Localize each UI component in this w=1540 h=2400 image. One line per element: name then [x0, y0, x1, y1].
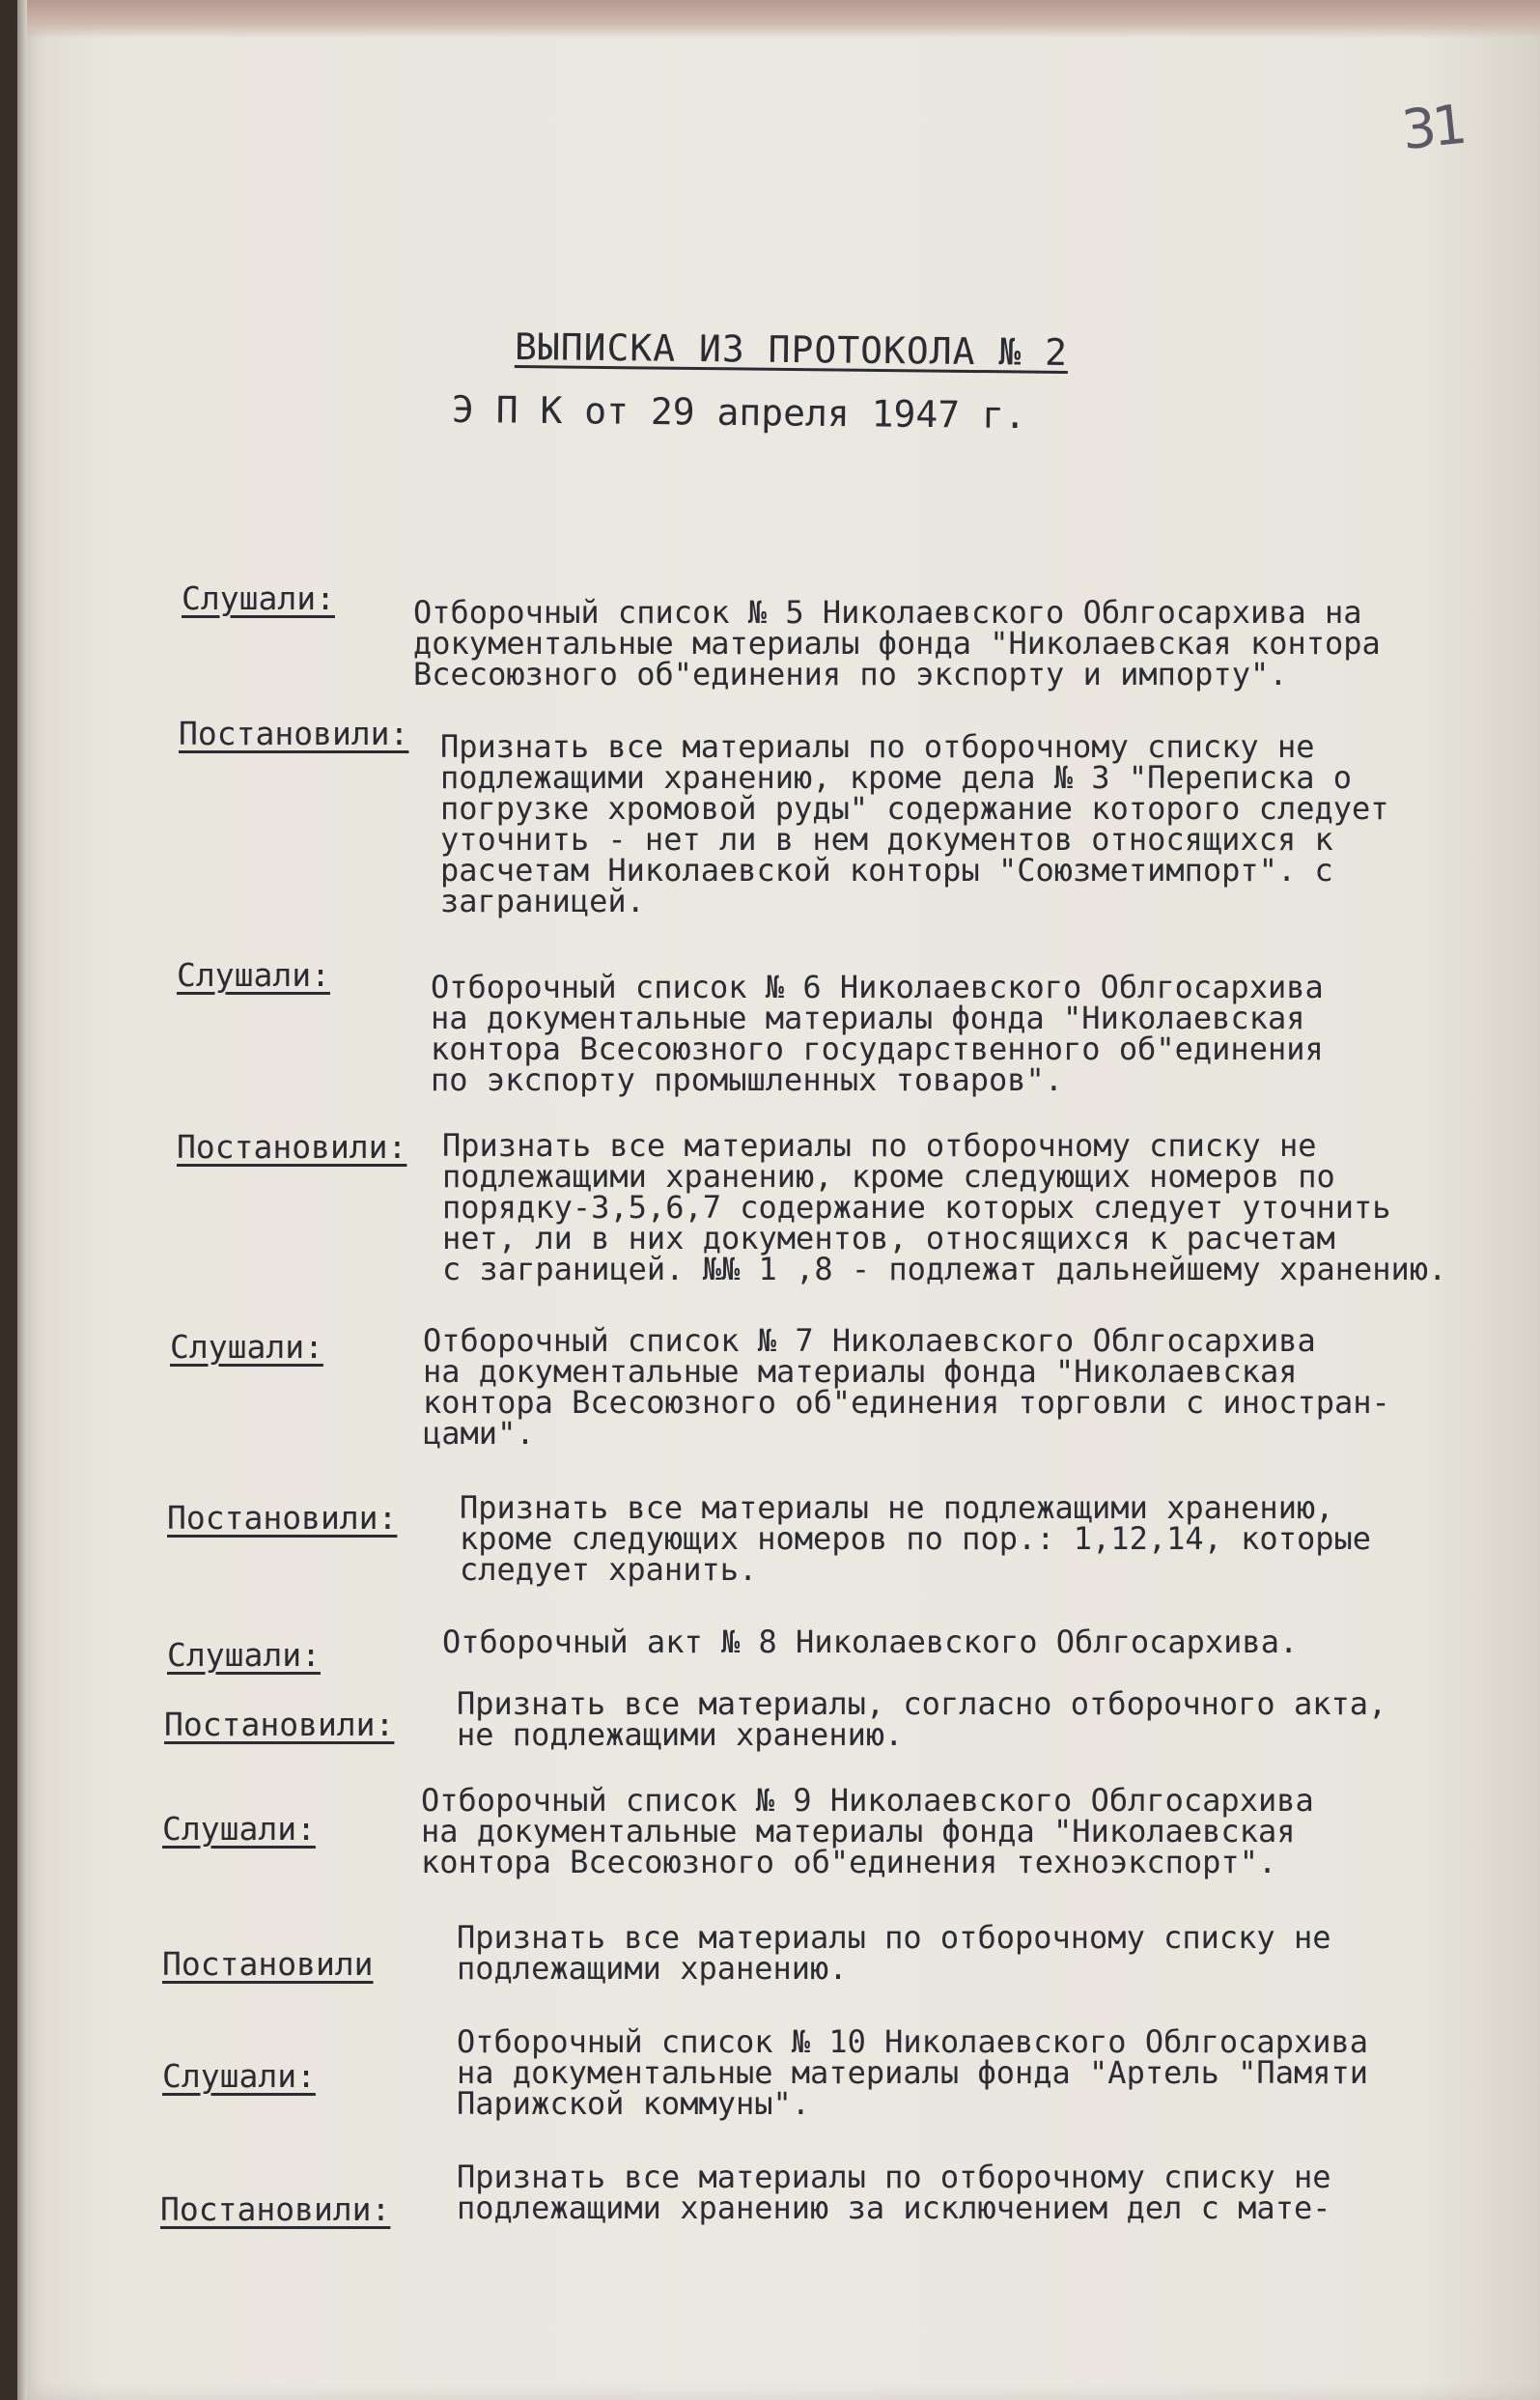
binding-edge: [17, 0, 27, 2400]
entry-text: Отборочный список № 9 Николаевского Облгосархива на документальные материалы фонда "Николаевская контора Всесоюзного об"единения техноэкспорт".: [421, 1782, 1314, 1880]
entry-label: Постановили:: [179, 715, 409, 752]
document-page: [17, 0, 1540, 2400]
entry-text: Признать все материалы по отборочному списку не подлежащими хранению за исключением дел с мате-: [457, 2159, 1331, 2226]
entry-text: Признать все материалы по отборочному списку не подлежащими хранению, кроме следующих номеров по порядку-3,5,6,7 содержание которых следует уточнить нет, ли в них документов, относящихся к расчетам с заграницей. №№ 1 ,8 - подлежат дальнейшему хранению.: [442, 1127, 1447, 1287]
entry-label: Слушали:: [162, 2057, 316, 2095]
entry-label: Постановили: [162, 1945, 374, 1983]
document-subtitle: Э П К от 29 апреля 1947 г.: [451, 387, 1027, 438]
entry-label: Слушали:: [182, 579, 335, 617]
entry-label: Слушали:: [167, 1636, 321, 1674]
folio-number: 31: [1398, 93, 1467, 163]
page-top-edge: [17, 0, 1540, 39]
entry-text: Признать все материалы по отборочному списку не подлежащими хранению.: [457, 1919, 1331, 1987]
entry-label: Постановили:: [164, 1706, 395, 1743]
entry-label: Слушали:: [170, 1328, 323, 1366]
entry-text: Признать все материалы не подлежащими хранению, кроме следующих номеров по пор.: 1,12,14, которые следует хранить.: [460, 1489, 1372, 1588]
document-title: ВЫПИСКА ИЗ ПРОТОКОЛА № 2: [514, 325, 1069, 374]
entry-text: Отборочный акт № 8 Николаевского Облгосархива.: [442, 1624, 1299, 1660]
entry-text: Признать все материалы по отборочному списку не подлежащими хранению, кроме дела № 3 "Переписка о погрузке хромовой руды" содержание которого следует уточнить - нет ли в нем документов относящихся к расчетам Николаевской конторы "Союзметимпорт". с заграницей.: [440, 728, 1389, 919]
entry-text: Признать все материалы, согласно отборочного акта, не подлежащими хранению.: [457, 1685, 1387, 1753]
entry-text: Отборочный список № 5 Николаевского Облгосархива на документальные материалы фонда "Николаевская контора Всесоюзного об"единения по экспорту и импорту".: [413, 594, 1381, 692]
entry-label: Слушали:: [162, 1810, 316, 1848]
entry-label: Постановили:: [167, 1499, 398, 1537]
entry-text: Отборочный список № 10 Николаевского Облгосархива на документальные материалы фонда "Артель "Памяти Парижской коммуны".: [457, 2023, 1369, 2122]
entry-label: Слушали:: [177, 956, 330, 994]
entry-text: Отборочный список № 7 Николаевского Облгосархива на документальные материалы фонда "Николаевская контора Всесоюзного об"единения торговли с иностран- цами".: [423, 1322, 1390, 1452]
entry-text: Отборочный список № 6 Николаевского Облгосархива на документальные материалы фонда "Николаевская контора Всесоюзного государственного об"единения по экспорту промышленных товаров".: [431, 969, 1324, 1098]
entry-label: Постановили:: [177, 1128, 407, 1166]
entry-label: Постановили:: [160, 2190, 391, 2228]
